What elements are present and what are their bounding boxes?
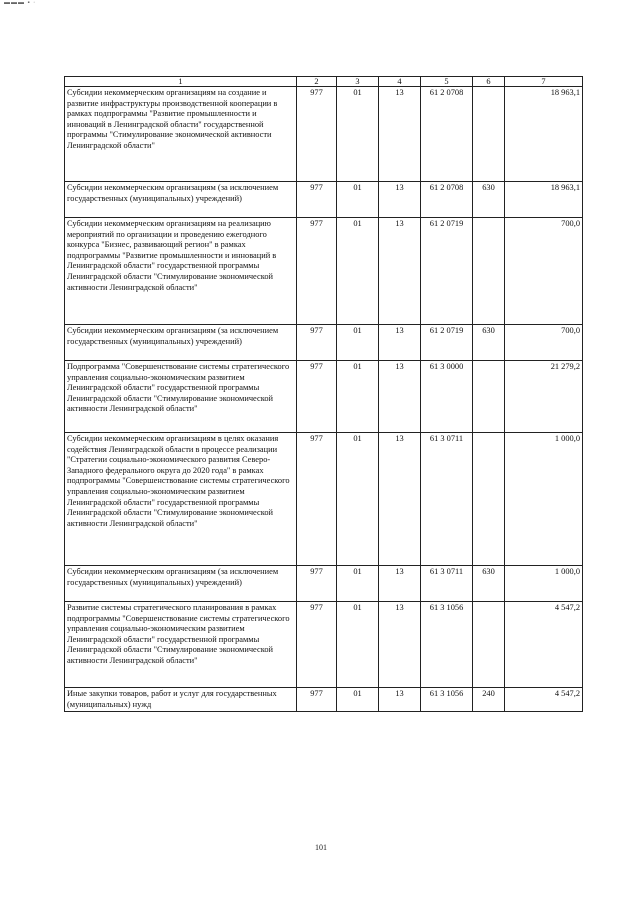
row-expense-type [473,361,505,433]
row-expense-type [473,602,505,688]
table-row [65,433,583,566]
row-subsection-code: 13 [379,361,421,433]
table-row [65,218,583,325]
row-expense-type: 630 [473,566,505,602]
row-amount: 21 279,2 [505,361,583,433]
row-grbs-code: 977 [297,182,337,218]
row-target-article: 61 3 0000 [421,361,473,433]
row-description: Подпрограмма "Совершенствование системы стратегического управления социально-экономическим развитием Ленинградской области" государственной программы Ленинградской области "Стимулирование экономической активности Ленинградской области" [65,361,297,433]
row-section-code: 01 [337,218,379,325]
row-amount: 700,0 [505,325,583,361]
row-amount: 18 963,1 [505,182,583,218]
row-description: Субсидии некоммерческим организациям в целях оказания содействия Ленинградской области в процессе реализации "Стратегии социально-экономического развития Северо-Западного федерального округа до 2020 года" в рамках подпрограммы "Совершенствование системы стратегического управления социально-экономическим развитием Ленинградской области" государственной программы Ленинградской области "Стимулирование экономической активности Ленинградской области" [65,433,297,566]
row-expense-type: 630 [473,325,505,361]
row-subsection-code: 13 [379,433,421,566]
row-amount: 4 547,2 [505,602,583,688]
row-target-article: 61 3 1056 [421,688,473,712]
row-amount: 4 547,2 [505,688,583,712]
row-grbs-code: 977 [297,325,337,361]
column-header-5: 5 [421,77,473,87]
row-description: Субсидии некоммерческим организациям (за исключением государственных (муниципальных) учреждений) [65,325,297,361]
row-grbs-code: 977 [297,218,337,325]
row-subsection-code: 13 [379,602,421,688]
row-section-code: 01 [337,602,379,688]
table-row [65,361,583,433]
row-grbs-code: 977 [297,433,337,566]
table-row [65,566,583,602]
row-section-code: 01 [337,688,379,712]
row-target-article: 61 2 0719 [421,218,473,325]
column-header-3: 3 [337,77,379,87]
row-section-code: 01 [337,182,379,218]
row-expense-type [473,87,505,182]
row-section-code: 01 [337,361,379,433]
row-target-article: 61 3 0711 [421,566,473,602]
row-subsection-code: 13 [379,688,421,712]
row-target-article: 61 2 0708 [421,182,473,218]
header-row [65,77,583,87]
row-grbs-code: 977 [297,566,337,602]
row-subsection-code: 13 [379,87,421,182]
page-number: 101 [315,843,327,852]
row-description: Субсидии некоммерческим организациям (за исключением государственных (муниципальных) учреждений) [65,566,297,602]
table-row [65,602,583,688]
row-amount: 700,0 [505,218,583,325]
row-grbs-code: 977 [297,361,337,433]
row-amount: 1 000,0 [505,433,583,566]
row-description: Иные закупки товаров, работ и услуг для государственных (муниципальных) нужд [65,688,297,712]
column-header-2: 2 [297,77,337,87]
row-description: Субсидии некоммерческим организациям (за исключением государственных (муниципальных) учреждений) [65,182,297,218]
row-target-article: 61 2 0708 [421,87,473,182]
row-grbs-code: 977 [297,688,337,712]
table-row [65,182,583,218]
budget-table [64,76,583,712]
row-section-code: 01 [337,566,379,602]
column-header-6: 6 [473,77,505,87]
row-amount: 1 000,0 [505,566,583,602]
row-section-code: 01 [337,433,379,566]
row-expense-type [473,433,505,566]
row-expense-type [473,218,505,325]
row-grbs-code: 977 [297,87,337,182]
row-subsection-code: 13 [379,566,421,602]
column-header-7: 7 [505,77,583,87]
column-header-1: 1 [65,77,297,87]
row-subsection-code: 13 [379,325,421,361]
row-subsection-code: 13 [379,218,421,325]
scan-artifact: ▬▬▬ ▪ · [4,0,37,6]
row-expense-type: 240 [473,688,505,712]
row-target-article: 61 3 0711 [421,433,473,566]
row-grbs-code: 977 [297,602,337,688]
column-header-4: 4 [379,77,421,87]
row-amount: 18 963,1 [505,87,583,182]
table-row [65,87,583,182]
row-target-article: 61 3 1056 [421,602,473,688]
table-row [65,688,583,712]
row-section-code: 01 [337,87,379,182]
row-description: Развитие системы стратегического планирования в рамках подпрограммы "Совершенствование системы стратегического управления социально-экономическим развитием Ленинградской области" государственной программы Ленинградской области "Стимулирование экономической активности Ленинградской области" [65,602,297,688]
row-description: Субсидии некоммерческим организациям на создание и развитие инфраструктуры производственной кооперации в рамках подпрограммы "Развитие промышленности и инноваций в Ленинградской области" государственной программы "Стимулирование экономической активности Ленинградской области" [65,87,297,182]
row-target-article: 61 2 0719 [421,325,473,361]
row-expense-type: 630 [473,182,505,218]
row-description: Субсидии некоммерческим организациям на реализацию мероприятий по организации и проведению ежегодного конкурса "Бизнес, развивающий регион" в рамках подпрограммы "Развитие промышленности и инноваций в Ленинградской области" государственной программы Ленинградской области "Стимулирование экономической активности Ленинградской области" [65,218,297,325]
row-subsection-code: 13 [379,182,421,218]
table-row [65,325,583,361]
row-section-code: 01 [337,325,379,361]
